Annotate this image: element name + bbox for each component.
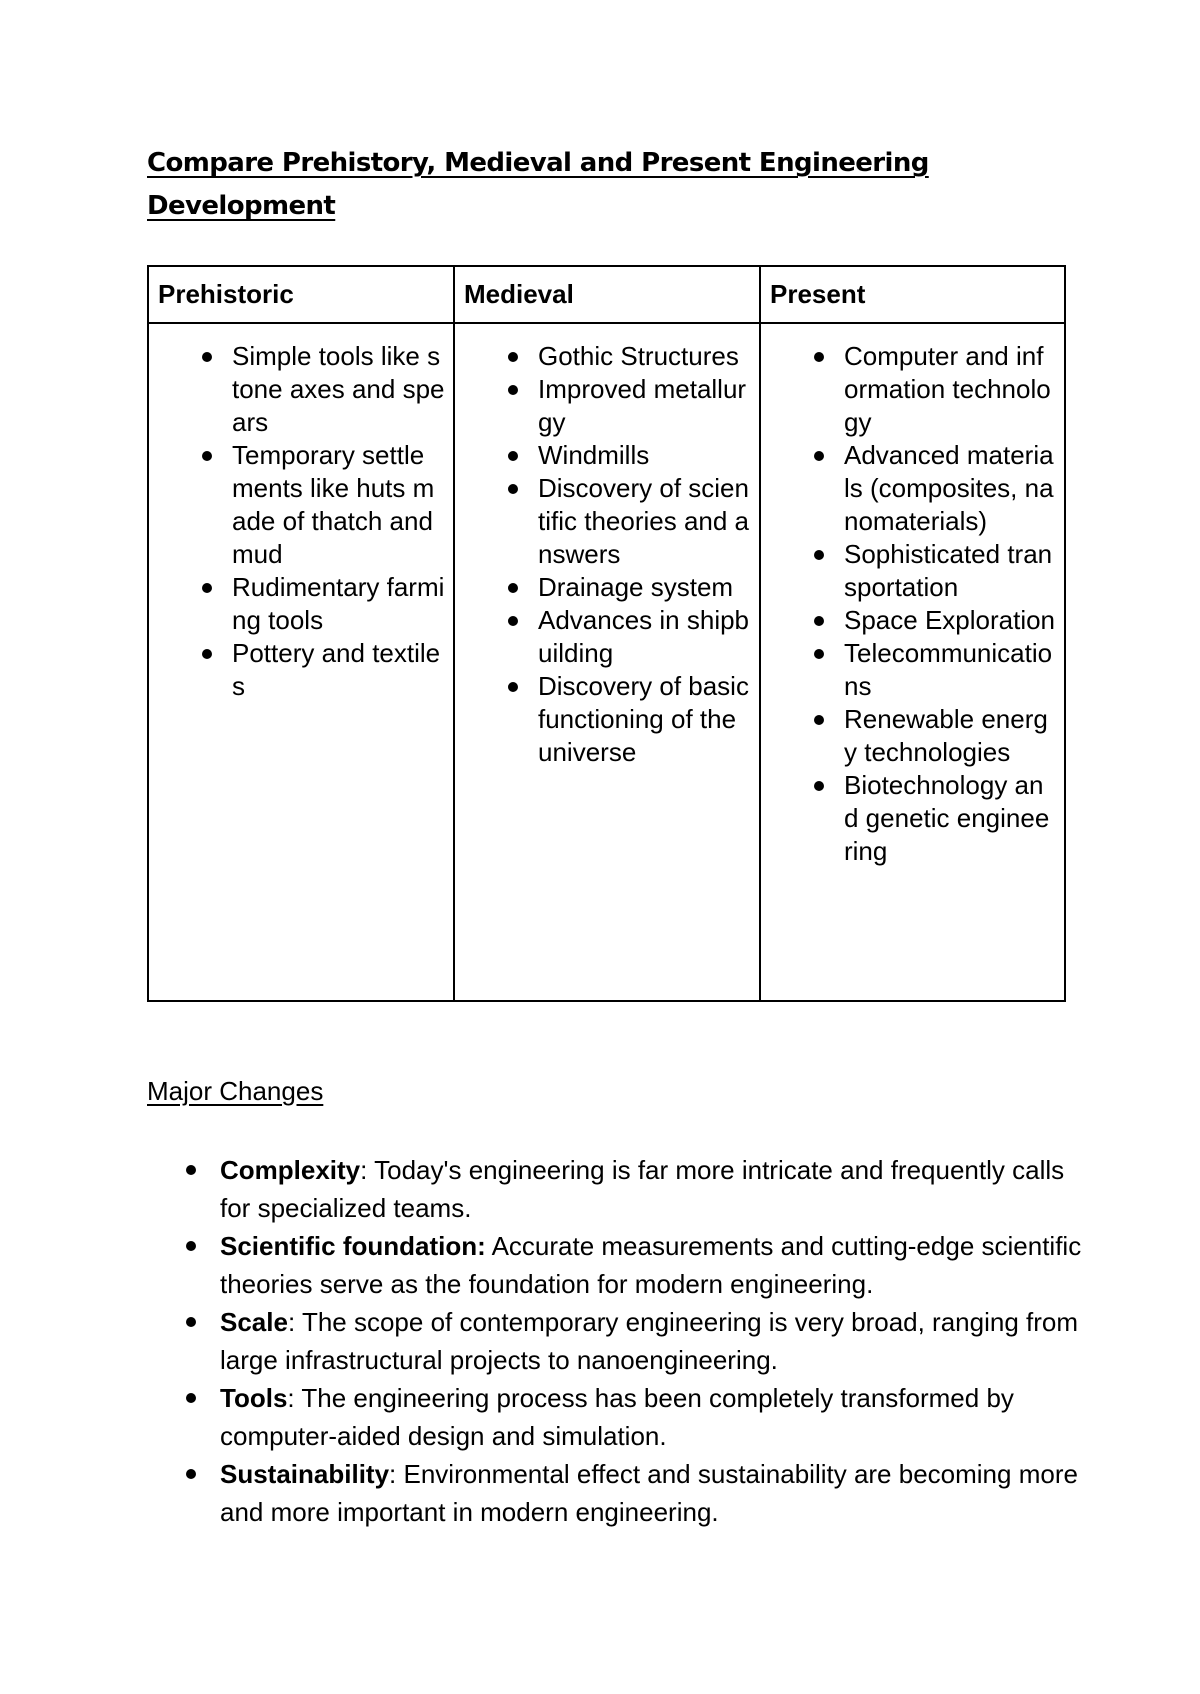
list-item: Discovery of basic functioning of the universe: [538, 670, 751, 769]
change-item-scale: [220, 1303, 1100, 1379]
table-body-row: [148, 323, 1065, 1001]
header-medieval: Medieval: [454, 266, 760, 323]
major-changes-heading: Major Changes: [147, 1076, 324, 1106]
change-text: Accurate measurements and cutting-edge scientific theories serve as the foundation for modern engineering.: [220, 1231, 1082, 1299]
list-item: Simple tools like stone axes and spears: [232, 341, 445, 437]
change-text: Today's engineering is far more intricate and frequently calls for specialized teams.: [220, 1155, 1065, 1223]
change-item-complexity: [220, 1151, 1100, 1227]
change-text: The engineering process has been completely transformed by computer-aided design and simulation.: [220, 1383, 1014, 1451]
present-list: [761, 340, 1064, 868]
list-item: Advanced materials (composites, nanomaterials): [844, 439, 1056, 538]
change-separator: :: [389, 1459, 404, 1489]
change-term: Sustainability: [220, 1459, 390, 1489]
cell-present: [760, 323, 1065, 1001]
change-separator: :: [360, 1155, 375, 1185]
list-item: Biotechnology and genetic engineering: [844, 769, 1056, 868]
change-term: Scientific foundation:: [220, 1231, 486, 1261]
table-header-row: [148, 266, 1065, 323]
list-item: Space Exploration: [844, 605, 1056, 635]
header-present: Present: [760, 266, 1065, 323]
list-item: Pottery and textiles: [232, 637, 445, 703]
major-changes-list: [220, 1151, 1100, 1531]
medieval-list: [455, 340, 759, 769]
change-separator: :: [287, 1307, 302, 1337]
cell-medieval: [454, 323, 760, 1001]
change-term: Tools: [220, 1383, 288, 1413]
change-item-sustainability: [220, 1455, 1100, 1531]
list-item: Computer and information technology: [844, 340, 1056, 439]
list-item: Gothic Structures: [538, 340, 751, 373]
header-prehistoric: Prehistoric: [148, 266, 454, 323]
document-title: Compare Prehistory, Medieval and Present Engineering Development: [147, 148, 929, 221]
change-text: The scope of contemporary engineering is very broad, ranging from large infrastructural projects to nanoengineering.: [220, 1307, 1079, 1375]
change-item-scientific-foundation: [220, 1227, 1100, 1303]
change-item-tools: [220, 1379, 1100, 1455]
list-item: Rudimentary farming tools: [232, 572, 445, 635]
comparison-table: [147, 265, 1066, 1002]
change-term: Complexity: [220, 1155, 361, 1185]
cell-prehistoric: [148, 323, 454, 1001]
list-item: Improved metallurgy: [538, 373, 751, 439]
prehistoric-list: [149, 340, 453, 703]
list-item: Drainage system: [538, 571, 751, 604]
list-item: Telecommunications: [844, 637, 1056, 703]
list-item: Renewable energy technologies: [844, 703, 1056, 769]
change-separator: :: [287, 1383, 302, 1413]
change-text: Environmental effect and sustainability are becoming more and more important in modern engineering.: [220, 1459, 1078, 1527]
list-item: Discovery of scientific theories and answers: [538, 473, 750, 569]
change-term: Scale: [220, 1307, 288, 1337]
list-item: Sophisticated transportation: [844, 538, 1056, 604]
list-item: Windmills: [538, 439, 751, 472]
list-item: Advances in shipbuilding: [538, 605, 750, 668]
list-item: Temporary settlements like huts made of thatch and mud: [232, 439, 445, 571]
